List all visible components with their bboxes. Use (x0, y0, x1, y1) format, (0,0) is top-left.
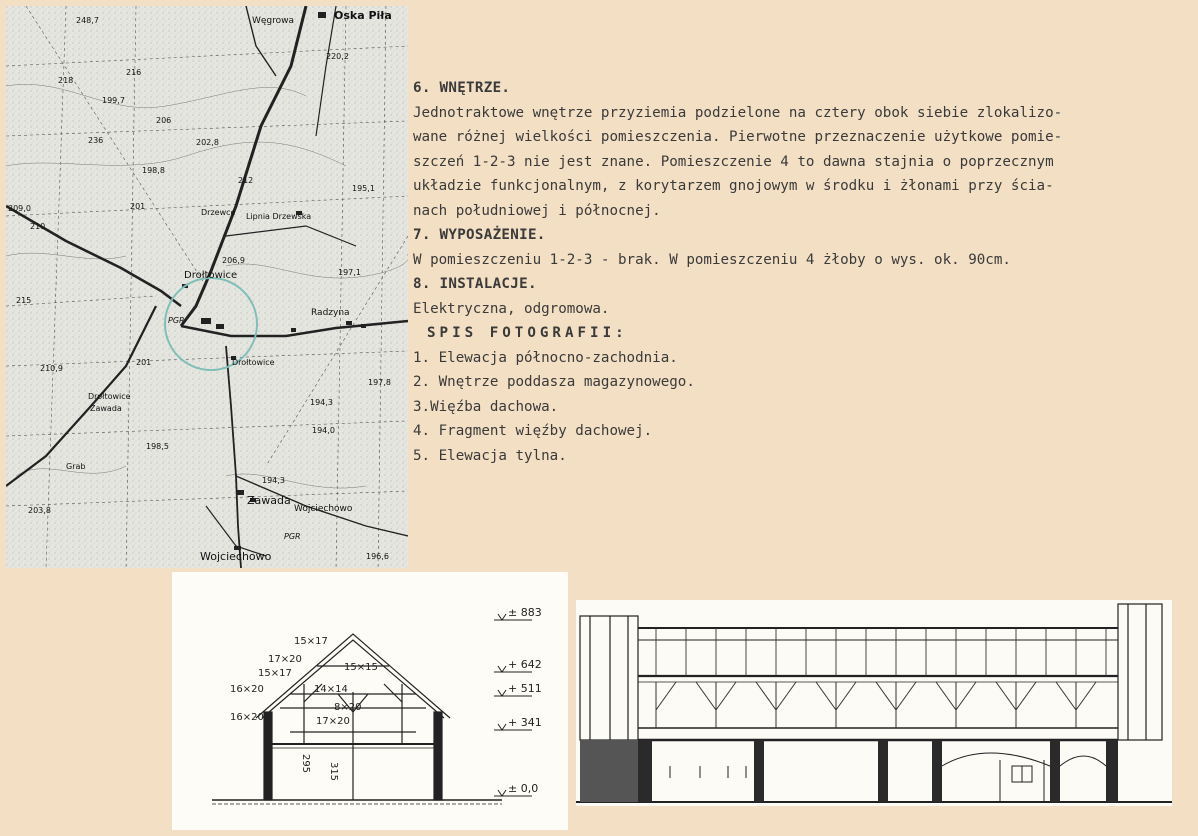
spot-height: 210,9 (40, 364, 63, 373)
spot-height: 218 (58, 76, 74, 85)
map-label-lipnia-drzewska: Lipnia Drzewska (246, 212, 312, 221)
map-label-pgr: PGR (168, 316, 185, 325)
map-label-zawada: Zawada (247, 494, 291, 507)
dim-label: 14×14 (314, 684, 348, 695)
elevation-drawing (576, 600, 1172, 806)
dim-label: 17×20 (316, 716, 350, 727)
section-6-title: 6. WNĘTRZE. (413, 80, 511, 96)
photo-list-item: 1. Elewacja północno-zachodnia. (413, 349, 678, 366)
spot-height: 198,8 (142, 166, 165, 175)
spot-height: 236 (88, 136, 104, 145)
level-label: + 511 (508, 682, 542, 695)
spot-height: 203,8 (28, 506, 51, 515)
section-7-text: W pomieszczeniu 1-2-3 - brak. W pomieszczeniu 4 żłoby o wys. ok. 90cm. (413, 251, 1011, 268)
spot-height: 215 (16, 296, 32, 305)
spot-height: 216 (126, 68, 142, 77)
level-label: + 341 (508, 716, 542, 729)
dim-label: 315 (328, 761, 340, 782)
dim-label: 8×20 (334, 702, 362, 713)
dim-label: 17×20 (268, 654, 302, 665)
section-6-line: Jednotraktowe wnętrze przyziemia podzielone na cztery obok siebie zlokalizo- (413, 104, 1063, 121)
section-6-line: nach południowej i północnej. (413, 202, 661, 219)
spot-height: 194,3 (262, 476, 285, 485)
spot-height: 198,5 (146, 442, 169, 451)
photo-list-item: 4. Fragment więźby dachowej. (413, 423, 653, 439)
map-label-droltowice: Drołtowice (184, 270, 238, 281)
location-map (6, 6, 408, 568)
photo-list-title: SPIS FOTOGRAFII: (427, 325, 628, 341)
elevation-graphics (576, 600, 1172, 806)
map-label-pgr-2: PGR (284, 532, 301, 541)
spot-height: 220,2 (326, 52, 349, 61)
level-label: + 642 (508, 658, 542, 671)
cross-section-drawing (172, 572, 568, 830)
section-6-line: wane różnej wielkości pomieszczenia. Pierwotne przeznaczenie użytkowe pomie- (413, 129, 1063, 145)
spot-height: 197,8 (368, 378, 391, 387)
section-8-text: Elektryczna, odgromowa. (413, 300, 610, 317)
spot-height: 194,0 (312, 426, 335, 435)
map-graphics (6, 6, 408, 568)
section-8-title: 8. INSTALACJE. (413, 276, 537, 292)
spot-height: 248,7 (76, 16, 99, 25)
spot-height: 196,6 (366, 552, 389, 561)
spot-height: 201 (136, 358, 152, 367)
dim-label: 16×20 (230, 684, 264, 695)
spot-height: 201 (130, 202, 146, 211)
dim-label: 15×17 (258, 668, 292, 679)
map-label-drzewce: Drzewce (201, 208, 236, 217)
photo-list-item: 2. Wnętrze poddasza magazynowego. (413, 374, 695, 390)
spot-height: 197,1 (338, 268, 361, 277)
map-label-oska-pila: Oska Piła (334, 9, 392, 22)
map-label-droltowice-2: Drołtowice (232, 358, 275, 367)
dim-label: 15×15 (344, 662, 378, 673)
spot-height: 210 (30, 222, 46, 231)
dim-label: 295 (300, 753, 312, 774)
level-label: ± 883 (508, 606, 542, 619)
section-7-title: 7. WYPOSAŻENIE. (413, 227, 546, 243)
dim-label: 16×20 (230, 712, 264, 723)
photo-list-item: 5. Elewacja tylna. (413, 447, 567, 464)
map-label-wegrowa: Węgrowa (252, 16, 295, 26)
spot-height: 206,9 (222, 256, 245, 265)
section-6-line: układzie funkcjonalnym, z korytarzem gnojowym w środku i żłonami przy ścia- (413, 178, 1054, 194)
spot-height: 194,3 (310, 398, 333, 407)
spot-height: 202,8 (196, 138, 219, 147)
photo-list-item: 3.Więźba dachowa. (413, 398, 559, 415)
map-label-radzyna: Radzyna (311, 308, 350, 318)
spot-height: 209,0 (8, 204, 31, 213)
spot-height: 206 (156, 116, 172, 125)
map-label-wojciechowo-2: Wojciechowo (200, 550, 272, 563)
spot-height: 195,1 (352, 184, 375, 193)
level-label: ± 0,0 (508, 782, 539, 795)
spot-height: 199,7 (102, 96, 125, 105)
map-label-droltowice-3: Drołtowice (88, 392, 131, 401)
map-label-wojciechowo-1: Wojciechowo (294, 504, 353, 514)
dim-label: 15×17 (294, 636, 328, 647)
map-label-grab: Grab (66, 462, 86, 471)
description-text (413, 76, 1193, 468)
section-6-line: szczeń 1-2-3 nie jest znane. Pomieszczenie 4 to dawna stajnia o poprzecznym (413, 153, 1054, 170)
spot-height: 212 (238, 176, 254, 185)
map-label-zawada-small: Zawada (90, 404, 122, 413)
